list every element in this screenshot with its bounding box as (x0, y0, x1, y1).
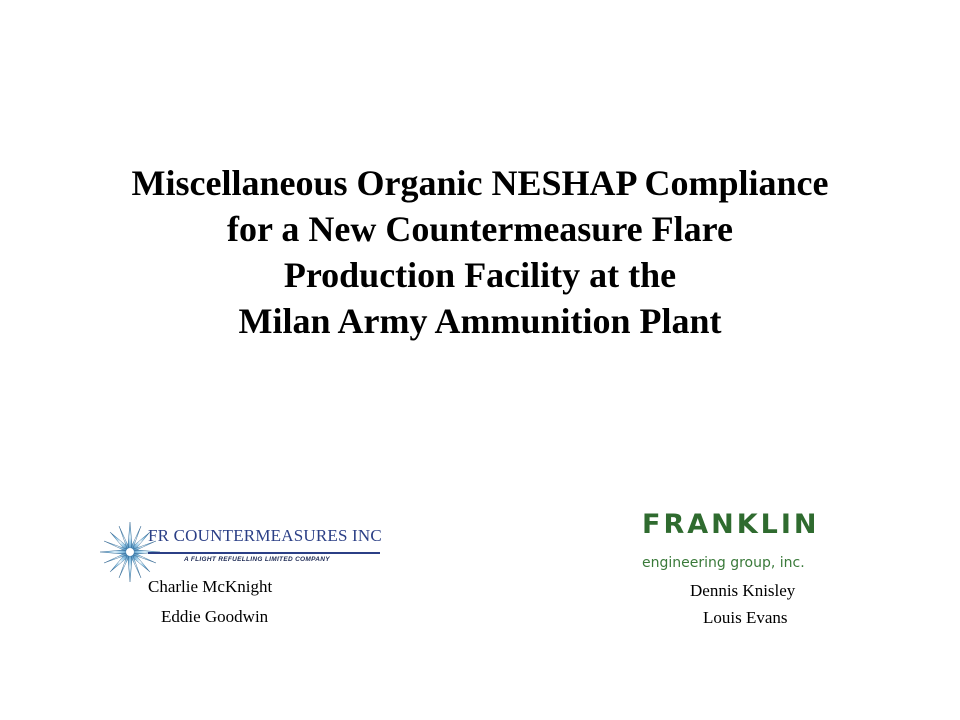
franklin-logo-wordmark: FRANKLIN (642, 509, 820, 540)
presenter-name-right-2: Louis Evans (703, 608, 788, 627)
title-line-2: for a New Countermeasure Flare (227, 209, 733, 249)
presenter-name-left-2: Eddie Goodwin (161, 607, 269, 626)
title-line-3: Production Facility at the (283, 255, 677, 295)
fr-countermeasures-logo (98, 520, 388, 584)
presenter-name-left-1: Charlie McKnight (148, 577, 273, 596)
title-line-1: Miscellaneous Organic NESHAP Compliance (131, 163, 829, 203)
franklin-logo-subtitle: engineering group, inc. (642, 555, 805, 571)
fr-company-name: FR COUNTERMEASURES INC (148, 526, 382, 545)
presenter-name-right-1: Dennis Knisley (690, 581, 796, 600)
slide-title (40, 160, 920, 344)
title-line-4: Milan Army Ammunition Plant (238, 301, 722, 341)
fr-company-tagline: A FLIGHT REFUELLING LIMITED COMPANY (184, 556, 330, 563)
